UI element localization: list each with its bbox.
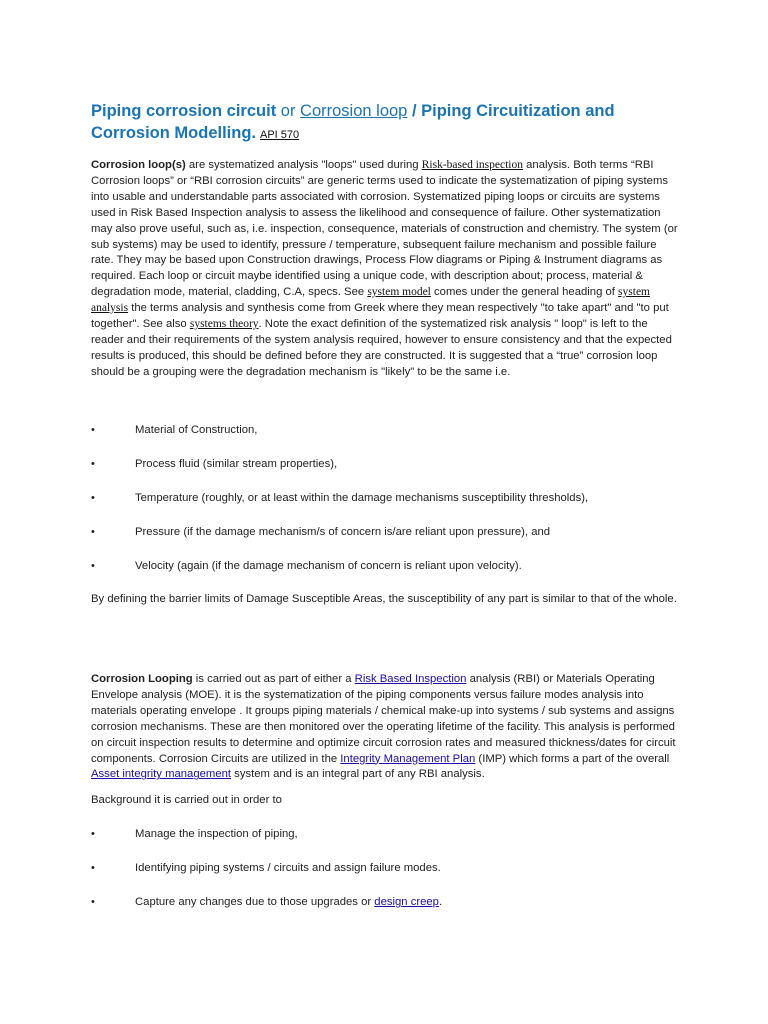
- title-or: or: [276, 102, 301, 120]
- bullet-icon: •: [91, 492, 95, 504]
- intro-paragraph: [91, 158, 679, 381]
- bullet-icon: •: [91, 896, 95, 908]
- title-part2: / Piping Circuitization and Corrosion Modelling.: [91, 102, 615, 142]
- list-item-text-end: .: [438, 896, 443, 908]
- title-part1: Piping corrosion circuit: [91, 102, 277, 120]
- list-item-text-part: Capture any changes due to those upgrades or: [135, 896, 375, 908]
- bullet-icon: •: [91, 862, 95, 874]
- system-analysis-link[interactable]: system analysis: [91, 286, 650, 315]
- list-item-text: Identifying piping systems / circuits and assign failure modes.: [135, 862, 441, 874]
- corrosion-looping-term: Corrosion Looping: [91, 673, 193, 685]
- para1-text-4: the terms analysis and synthesis come from Greek where they mean respectively "to take apart" and "to put together". See also: [91, 302, 669, 331]
- asset-integrity-management-link[interactable]: Asset integrity management: [91, 768, 232, 781]
- api-570-link[interactable]: API 570: [260, 129, 300, 141]
- bullet-icon: •: [91, 828, 95, 840]
- bullet-icon: •: [91, 526, 95, 538]
- risk-based-inspection-link[interactable]: Risk-based inspection: [421, 159, 523, 171]
- para1-text-3: comes under the general heading of: [430, 286, 619, 299]
- design-creep-link[interactable]: design creep: [374, 896, 439, 908]
- list-item-text: [135, 895, 442, 910]
- para3-text-2: analysis (RBI) or Materials Operating Envelope analysis (MOE). it is the systematization of the piping components versus failure modes analysis into materials operating envelope . It groups piping materials / chemical make-up into systems / sub systems and assigns corrosion mechanisms. These are then monitored over the operating lifetime of the facility. This analysis is performed on circuit inspection results to determine and optimize circuit corrosion rates and measured thickness/dates for circuit components. Corrosion Circuits are utilized in the: [91, 673, 676, 765]
- bullet-icon: •: [91, 560, 95, 572]
- corrosion-looping-paragraph: [91, 672, 679, 783]
- corrosion-loops-term: Corrosion loop(s): [91, 159, 186, 171]
- bullet-icon: •: [91, 458, 95, 470]
- barrier-limits-paragraph: By defining the barrier limits of Damage Susceptible Areas, the susceptibility of any part is similar to that of the whole.: [91, 593, 677, 605]
- list-item-text: Velocity (again (if the damage mechanism of concern is reliant upon velocity).: [135, 560, 522, 572]
- corrosion-loop-link[interactable]: Corrosion loop: [300, 102, 408, 120]
- list-item-text: Process fluid (similar stream properties),: [135, 458, 338, 470]
- para3-text-4: system and is an integral part of any RBI analysis.: [231, 768, 485, 781]
- para1-text-1: are systematized analysis "loops" used during: [185, 159, 422, 171]
- page-title: [91, 100, 691, 146]
- rbi-link[interactable]: Risk Based Inspection: [354, 673, 467, 685]
- system-model-link[interactable]: system model: [367, 286, 431, 299]
- list-item-text: Temperature (roughly, or at least within the damage mechanisms susceptibility thresholds),: [135, 492, 589, 504]
- list-item-text: Manage the inspection of piping,: [135, 828, 298, 840]
- para1-text-2: analysis. Both terms “RBI Corrosion loops” or “RBI corrosion circuits” are generic terms used to indicate the systematization of piping systems into usable and understandable parts associated with corrosion. Systematized piping loops or circuits are systems used in Risk Based Inspection analysis to assess the likelihood and consequence of failure. Other systematization may also prove useful, such as, i.e. inspection, consequence, materials of construction and chemistry. The system (or sub systems) may be used to identify, pressure / temperature, subsequent failure mechanism and possible failure rate. They may be based upon Construction drawings, Process Flow diagrams or Piping & Instrument diagrams as required. Each loop or circuit maybe identified using a unique code, with description about; process, material & degradation mode, material, cladding, C.A, specs. See: [91, 159, 678, 299]
- integrity-management-plan-link[interactable]: Integrity Management Plan: [340, 752, 476, 765]
- bullet-icon: •: [91, 424, 95, 436]
- para1-text-5: . Note the exact definition of the systematized risk analysis " loop" is left to the reader and their requirements of the system analysis required, however to ensure consistency and that the expected results is produced, this should be defined before they are constructed. It is suggested that a “true” corrosion loop should be a grouping were the degradation mechanism is "likely" to be the same i.e.: [91, 318, 672, 378]
- para3-text-3: (IMP) which forms a part of the overall: [475, 752, 670, 765]
- para3-text-1: is carried out as part of either a: [192, 673, 355, 685]
- list-item-text: Material of Construction,: [135, 424, 258, 436]
- systems-theory-link[interactable]: systems theory: [189, 318, 259, 331]
- background-paragraph: Background it is carried out in order to: [91, 794, 282, 806]
- list-item-text: Pressure (if the damage mechanism/s of concern is/are reliant upon pressure), and: [135, 526, 551, 538]
